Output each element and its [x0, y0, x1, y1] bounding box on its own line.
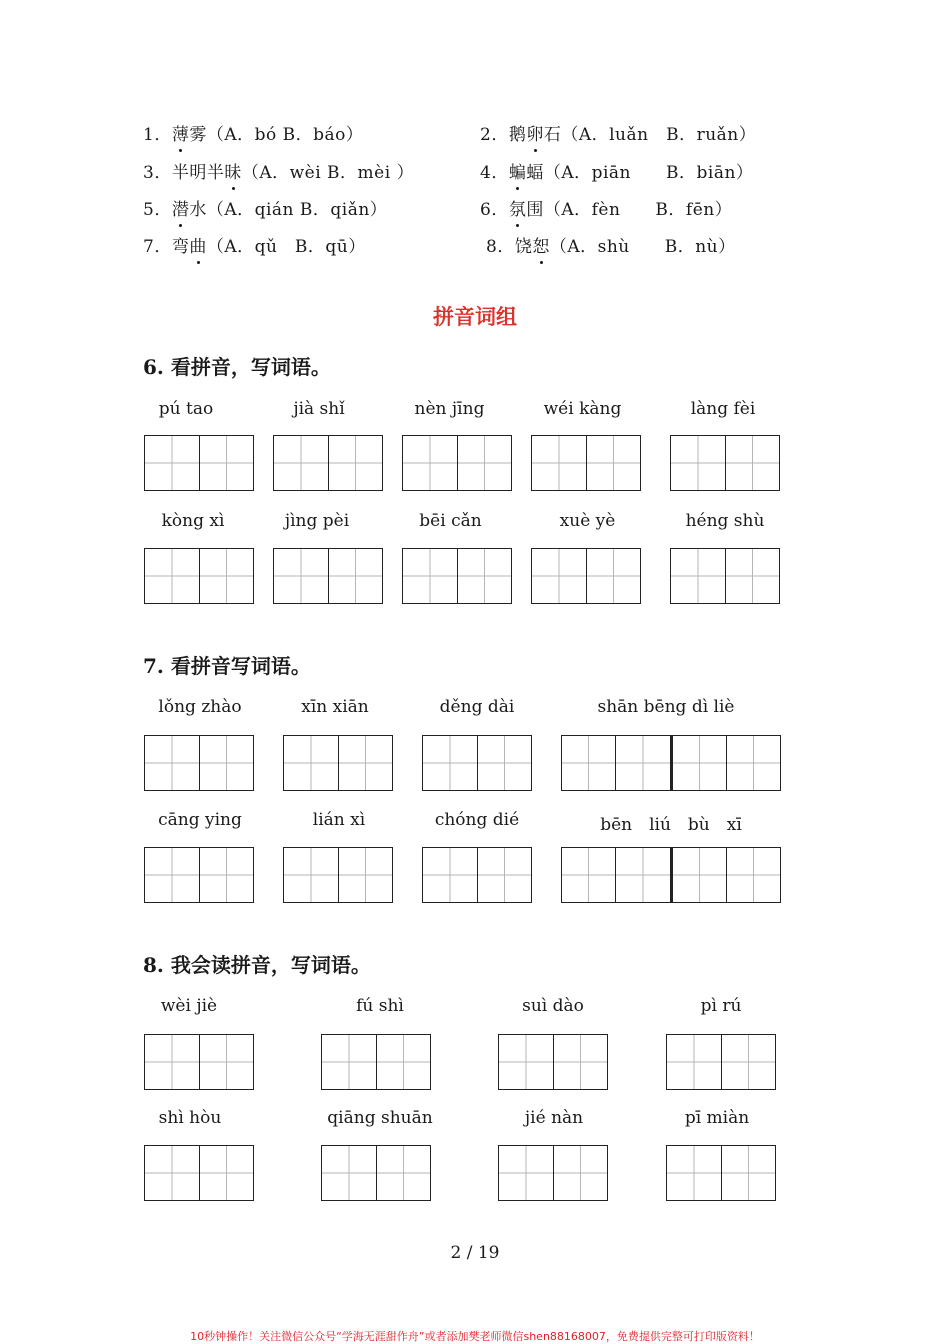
writing-grid[interactable]: [144, 1145, 254, 1201]
pinyin-label: lián xì: [312, 810, 366, 830]
writing-grid[interactable]: [273, 548, 383, 604]
writing-grid[interactable]: [531, 435, 641, 491]
pinyin-label: nèn jīng: [414, 399, 485, 419]
pinyin-label: lǒng zhào: [158, 697, 242, 717]
pinyin-label: suì dào: [522, 996, 584, 1016]
choice-item: 4．蝙蝠（A．piān B．biān）: [480, 158, 753, 183]
pinyin-label: cāng ying: [158, 810, 242, 830]
pinyin-label: děng dài: [439, 697, 515, 717]
writing-grid[interactable]: [422, 735, 532, 791]
writing-grid[interactable]: [144, 548, 254, 604]
pinyin-label: shān bēng dì liè: [597, 697, 735, 717]
pinyin-label: làng fèi: [690, 399, 756, 419]
pinyin-label: jià shǐ: [293, 399, 345, 419]
pinyin-label: qiāng shuān: [327, 1108, 433, 1128]
writing-grid[interactable]: [666, 1145, 776, 1201]
question-6-title: 6. 看拼音，写词语。: [143, 355, 331, 379]
question-8-title: 8. 我会读拼音，写词语。: [143, 953, 371, 977]
pinyin-label: pú tao: [158, 399, 214, 419]
pinyin-label: xīn xiān: [301, 697, 369, 717]
pinyin-label: pī miàn: [684, 1108, 750, 1128]
writing-grid[interactable]: [144, 847, 254, 903]
pinyin-label: bēi cǎn: [419, 511, 482, 531]
writing-grid[interactable]: [531, 548, 641, 604]
writing-grid[interactable]: [498, 1034, 608, 1090]
footer-note: 10秒钟操作！关注微信公众号“学海无涯甜作舟”或者添加樊老师微信shen88168007，免费提供完整可打印版资料！: [190, 1330, 760, 1343]
writing-grid[interactable]: [273, 435, 383, 491]
writing-grid[interactable]: [144, 735, 254, 791]
writing-grid[interactable]: [670, 548, 780, 604]
pinyin-label: wèi jiè: [160, 996, 218, 1016]
writing-grid[interactable]: [144, 1034, 254, 1090]
choice-item: 6．氛围（A．fèn B．fēn）: [480, 195, 732, 220]
writing-grid[interactable]: [144, 435, 254, 491]
section-title: 拼音词组: [433, 304, 517, 329]
pinyin-label: chóng dié: [434, 810, 520, 830]
question-7-title: 7. 看拼音写词语。: [143, 654, 311, 678]
pinyin-label: jié nàn: [524, 1108, 584, 1128]
choice-item: 8．饶恕（A．shù B．nù）: [486, 232, 736, 257]
pinyin-label: pì rú: [700, 996, 742, 1016]
page-number: 2 / 19: [450, 1243, 500, 1263]
writing-grid[interactable]: [561, 847, 781, 903]
writing-grid[interactable]: [670, 435, 780, 491]
choice-item: 7．弯曲（A．qǔ B．qū）: [143, 232, 366, 257]
writing-grid[interactable]: [498, 1145, 608, 1201]
writing-grid[interactable]: [422, 847, 532, 903]
pinyin-label: xuè yè: [559, 511, 616, 531]
choice-item: 1．薄雾（A．bó B．báo）: [143, 120, 363, 145]
pinyin-label: jìng pèi: [284, 511, 350, 531]
writing-grid[interactable]: [321, 1034, 431, 1090]
writing-grid[interactable]: [402, 548, 512, 604]
writing-grid[interactable]: [283, 847, 393, 903]
pinyin-label: shì hòu: [158, 1108, 222, 1128]
writing-grid[interactable]: [402, 435, 512, 491]
choice-item: 5．潜水（A．qián B．qiǎn）: [143, 195, 387, 220]
writing-grid[interactable]: [666, 1034, 776, 1090]
choice-item: 3．半明半昧（A．wèi B．mèi ）: [143, 158, 414, 183]
pinyin-label: fú shì: [356, 996, 404, 1016]
pinyin-label: kòng xì: [161, 511, 225, 531]
pinyin-label: bēn liú bù xī: [600, 815, 742, 835]
writing-grid[interactable]: [561, 735, 781, 791]
writing-grid[interactable]: [283, 735, 393, 791]
pinyin-label: wéi kàng: [543, 399, 622, 419]
pinyin-label: héng shù: [685, 511, 765, 531]
writing-grid[interactable]: [321, 1145, 431, 1201]
choice-item: 2．鹅卵石（A．luǎn B．ruǎn）: [480, 120, 756, 145]
